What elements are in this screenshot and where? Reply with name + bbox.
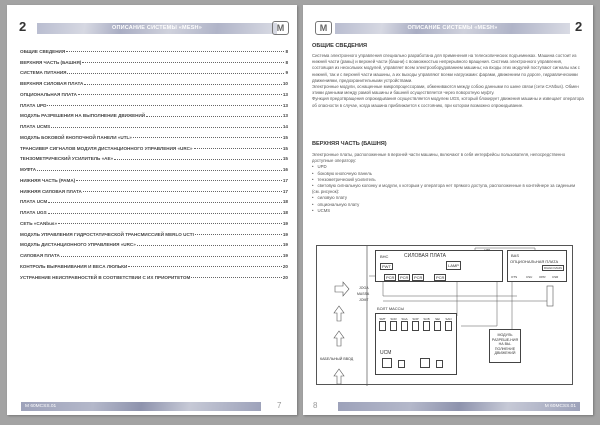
- toc-leader: [76, 180, 282, 181]
- toc-entry-title: ТРАНСИВЕР СИГНАЛОВ МОДУЛЯ ДИСТАНЦИОННОГО УПРАВЛЕНИЯ «URC»: [20, 145, 193, 151]
- footer-band: M 60MCSS.01: [338, 402, 580, 411]
- toc-entry[interactable]: [20, 118, 288, 129]
- toc-entry-title: ПЛАТА UPD: [20, 102, 47, 108]
- pcr-label: PCR: [414, 275, 423, 280]
- toc-entry-page: 17: [282, 177, 288, 183]
- footer-page-number: 7: [277, 401, 282, 410]
- toc-entry-page: 8: [285, 59, 288, 65]
- wire-label: MASSA: [357, 292, 370, 296]
- toc-leader: [61, 256, 282, 257]
- toc-entry-title: НИЖНЯЯ СИЛОВАЯ ПЛАТА: [20, 188, 82, 194]
- toc-entry-title: КОНТРОЛЬ ВЫРАВНИВАНИЯ И ВЕСА ЛЮЛЬКИ: [20, 263, 128, 269]
- toc-entry-page: 13: [282, 113, 288, 119]
- merlo-logo-icon: M: [272, 21, 289, 35]
- toc-entry-title: СЕТЬ «CANbus»: [20, 220, 57, 226]
- toc-entry-title: ПЛАТА UCM: [20, 199, 48, 205]
- toc-leader: [83, 191, 282, 192]
- toc-leader: [82, 62, 284, 63]
- left-page: [7, 5, 297, 415]
- bullet-item: • световую сигнальную колонку и модули, к которым у оператора нет прямого доступа, расположенные в контейнере за сиденьем (см. рисунок):: [312, 183, 584, 195]
- toc-entry-page: 15: [282, 156, 288, 162]
- toc-leader: [137, 245, 282, 246]
- csu-label: CSU: [526, 275, 533, 279]
- connector-shape: [445, 321, 452, 331]
- toc-entry-page: 15: [282, 134, 288, 140]
- toc-leader: [58, 223, 282, 224]
- footer-band: M 60MCSS.01: [21, 402, 261, 411]
- paragraph: Система электронного управления специально разработана для применения на телескопических подъемниках. Машина состоит из нижней части (рамы) и верхней части (башни) с возможностью непрерывного вращения. Система электронного управления, состоящая из нескольких модулей, управляет всем электрооборудованием машины; на входы этих модулей поступают сигналы как с нижней, так и с верхней части машины, а их выходы управляют всеми нагрузками: фарами, движением по дороге, гидравлическими движениями, предохранительными устройствами.: [312, 53, 580, 83]
- toc-entry-page: 8: [285, 48, 288, 54]
- toc-entry[interactable]: [20, 140, 288, 151]
- ucm-connector: [434, 317, 441, 331]
- toc-entry-title: УСТРАНЕНИЕ НЕИСПРАВНОСТЕЙ В СООТВЕТСТВИИ С ИХ ПРИОРИТЕТОМ: [20, 274, 191, 280]
- toc-leader: [48, 213, 282, 214]
- connector-label: SOP: [412, 317, 419, 321]
- toc-entry-title: ВЕРХНЯЯ ЧАСТЬ (БАШНЯ): [20, 59, 82, 65]
- toc-leader: [114, 159, 282, 160]
- toc-entry-page: 13: [282, 91, 288, 97]
- bullet-item: • боковую кнопочную панель: [312, 171, 584, 177]
- toc-leader: [133, 137, 282, 138]
- lamp-label: LAMP: [448, 263, 459, 268]
- toc-entry[interactable]: [20, 161, 288, 172]
- section-title: ВЕРХНЯЯ ЧАСТЬ (БАШНЯ): [312, 141, 387, 147]
- toc-entry-title: МОДУЛЬ ДИСТАНЦИОННОГО УПРАВЛЕНИЯ «URC»: [20, 242, 136, 248]
- toc-entry-page: 14: [282, 124, 288, 129]
- toc-entry-page: 16: [282, 167, 288, 172]
- motion-enable-module: МОДУЛЬ РАЗРЕШЕ-НИЯ НА ВЫ-ПОЛНЕНИЕ ДВИЖЕНИЙ: [489, 329, 521, 363]
- toc-entry-title: МОДУЛЬ РАЗРЕШЕНИЯ НА ВЫПОЛНЕНИЕ ДВИЖЕНИЙ: [20, 113, 146, 119]
- paragraph: Электронные платы, расположенные в верхней части машины, включают в себя интерфейсы пользователя, непосредственно доступные оператору:: [312, 152, 566, 164]
- ucm-connector: [423, 317, 430, 331]
- page-number: 2: [19, 19, 27, 34]
- table-of-contents: [20, 43, 288, 280]
- toc-entry[interactable]: [20, 108, 288, 119]
- ground-bolt-label: БОЛТ МАССЫ: [377, 306, 405, 311]
- paragraph: Функция предотвращения опрокидывания осуществляется модулем UGS, который блокирует движения машины и извещает оператора об опасности в случае, когда машина приближается к состоянию, при котором возможно опрокидывание.: [312, 96, 584, 108]
- toc-entry[interactable]: [20, 151, 288, 162]
- toc-entry-page: 19: [282, 242, 288, 248]
- toc-entry-title: ОБЩИЕ СВЕДЕНИЯ: [20, 48, 66, 54]
- toc-entry[interactable]: [20, 204, 288, 215]
- connector-shape: [434, 321, 441, 331]
- toc-entry-title: СИСТЕМА ПИТАНИЯ: [20, 70, 67, 76]
- toc-entry[interactable]: [20, 215, 288, 226]
- lmp-label: LMP: [484, 248, 491, 252]
- toc-leader: [146, 116, 282, 117]
- toc-leader: [194, 148, 282, 149]
- toc-entry-page: 20: [282, 263, 288, 269]
- pwt-label: PWT: [382, 264, 391, 269]
- power-board-label: СИЛОВАЯ ПЛАТА: [404, 253, 446, 259]
- wire-label: JOMT: [359, 298, 369, 302]
- section-title: ОБЩИЕ СВЕДЕНИЯ: [312, 43, 367, 49]
- ucm-connectors: [379, 317, 452, 331]
- toc-leader: [84, 84, 281, 85]
- toc-leader: [191, 277, 282, 278]
- cable-entry-label: КАБЕЛЬНЫЙ ВВОД: [320, 357, 354, 361]
- toc-entry-page: 13: [282, 102, 288, 108]
- page-number: 2: [575, 19, 583, 34]
- toc-entry-page: 18: [282, 199, 288, 205]
- pcr-label: PCR: [400, 275, 409, 280]
- toc-entry[interactable]: [20, 247, 288, 258]
- power-board: [375, 250, 503, 282]
- toc-leader: [78, 94, 282, 95]
- ucm-connector: [401, 317, 408, 331]
- connector-shape: [390, 321, 397, 331]
- ots-label: OTS: [511, 275, 518, 279]
- bullet-item: • UCMS: [312, 208, 584, 214]
- bhc-label: BHC: [380, 254, 389, 259]
- toc-entry-title: ПЛАТА UGS: [20, 210, 47, 215]
- ucm-label: UCM: [380, 350, 392, 356]
- toc-entry[interactable]: [20, 86, 288, 97]
- connector-label: SEI: [435, 317, 440, 321]
- toc-entry-page: 19: [282, 231, 288, 237]
- toc-entry-title: ПЛАТА UCMS: [20, 124, 51, 129]
- connector-label: SAN: [445, 317, 452, 321]
- toc-entry-title: МОДУЛЬ БОКОВОЙ КНОПОЧНОЙ ПАНЕЛИ «UTL»: [20, 134, 132, 140]
- toc-entry-title: ВЕРХНЯЯ СИЛОВАЯ ПЛАТА: [20, 81, 84, 86]
- toc-entry[interactable]: [20, 97, 288, 108]
- toc-entry-title: ТЕНЗОМЕТРИЧЕСКИЙ УСИЛИТЕЛЬ «AE»: [20, 156, 114, 162]
- toc-entry[interactable]: [20, 269, 288, 280]
- wire-label: JOGA: [359, 286, 369, 290]
- toc-entry-title: ОПЦИОНАЛЬНАЯ ПЛАТА: [20, 91, 77, 97]
- toc-leader: [195, 234, 282, 235]
- toc-leader: [66, 51, 284, 52]
- toc-entry-title: МОДУЛЬ УПРАВЛЕНИЯ ГИДРОСТАТИЧЕСКОЙ ТРАНСМИССИЕЙ MERLO UCTI: [20, 231, 194, 237]
- toc-entry-page: 20: [282, 274, 288, 280]
- connector-label: SGA: [401, 317, 408, 321]
- toc-entry-page: 10: [282, 81, 288, 86]
- toc-entry-title: НИЖНЯЯ ЧАСТЬ (РАМА): [20, 177, 76, 183]
- ucm-connector: [379, 317, 386, 331]
- diagn-label: DIAGN MAIN: [544, 266, 562, 270]
- connector-shape: [423, 321, 430, 331]
- toc-leader: [37, 170, 282, 171]
- toc-entry[interactable]: [20, 75, 288, 86]
- section-body: [312, 152, 584, 214]
- connector-label: SCR: [390, 317, 397, 321]
- toc-entry[interactable]: [20, 226, 288, 237]
- toc-entry[interactable]: [20, 65, 288, 76]
- toc-entry[interactable]: [20, 183, 288, 194]
- pcr-label: PCR: [386, 275, 395, 280]
- toc-entry-page: 17: [282, 188, 288, 194]
- ucm-board: [375, 313, 457, 375]
- paragraph: Электронные модули, оснащенные микропроцессорами, обмениваются между собою данными по шине связи (сети CANbus). Обмен этими данными между рамой машины и башней осуществляется через поворотную муфту.: [312, 84, 579, 96]
- connector-label: SMT: [379, 317, 386, 321]
- connector-shape: [412, 321, 419, 331]
- ucm-connector: [412, 317, 419, 331]
- right-page: [303, 5, 593, 415]
- bas-label: BAS: [511, 253, 520, 258]
- bullet-item: • силовую плату: [312, 195, 584, 201]
- toc-entry-page: 19: [282, 220, 288, 226]
- header-band: ОПИСАНИЕ СИСТЕМЫ «MESH»: [335, 23, 570, 34]
- bullet-item: • тензометрический усилитель: [312, 177, 584, 183]
- optional-board-label: ОПЦИОНАЛЬНАЯ ПЛАТА: [510, 259, 559, 264]
- toc-entry[interactable]: [20, 54, 288, 65]
- toc-entry-page: 15: [282, 145, 288, 151]
- toc-entry-title: СИЛОВАЯ ПЛАТА: [20, 253, 60, 258]
- header-band: ОПИСАНИЕ СИСТЕМЫ «MESH»: [37, 23, 277, 34]
- toc-entry[interactable]: [20, 129, 288, 140]
- wiring-diagram: [316, 245, 573, 385]
- toc-leader: [48, 202, 282, 203]
- section-body: [312, 53, 584, 109]
- bullet-item: • UPD: [312, 164, 584, 170]
- pcr-label: PCR: [436, 275, 445, 280]
- bullet-list: [312, 164, 584, 214]
- csr-label: CSR: [552, 275, 559, 279]
- toc-leader: [67, 73, 284, 74]
- toc-entry[interactable]: [20, 194, 288, 205]
- toc-entry-page: 18: [282, 210, 288, 215]
- merlo-logo-icon: M: [315, 21, 332, 35]
- toc-entry-page: 9: [285, 70, 288, 76]
- footer-page-number: 8: [313, 401, 318, 410]
- toc-entry[interactable]: [20, 172, 288, 183]
- connector-label: SCB: [423, 317, 430, 321]
- optional-board: [507, 250, 567, 282]
- toc-entry[interactable]: [20, 258, 288, 269]
- connector-shape: [379, 321, 386, 331]
- opr-label: OPR: [539, 275, 546, 279]
- bullet-item: • опциональную плату: [312, 202, 584, 208]
- connector-shape: [401, 321, 408, 331]
- toc-entry-page: 19: [282, 253, 288, 258]
- toc-entry[interactable]: [20, 237, 288, 248]
- toc-leader: [47, 105, 281, 106]
- ucm-connector: [445, 317, 452, 331]
- toc-leader: [51, 127, 282, 128]
- toc-entry[interactable]: [20, 43, 288, 54]
- toc-entry-title: МУФТА: [20, 167, 37, 172]
- toc-leader: [128, 266, 282, 267]
- ucm-connector: [390, 317, 397, 331]
